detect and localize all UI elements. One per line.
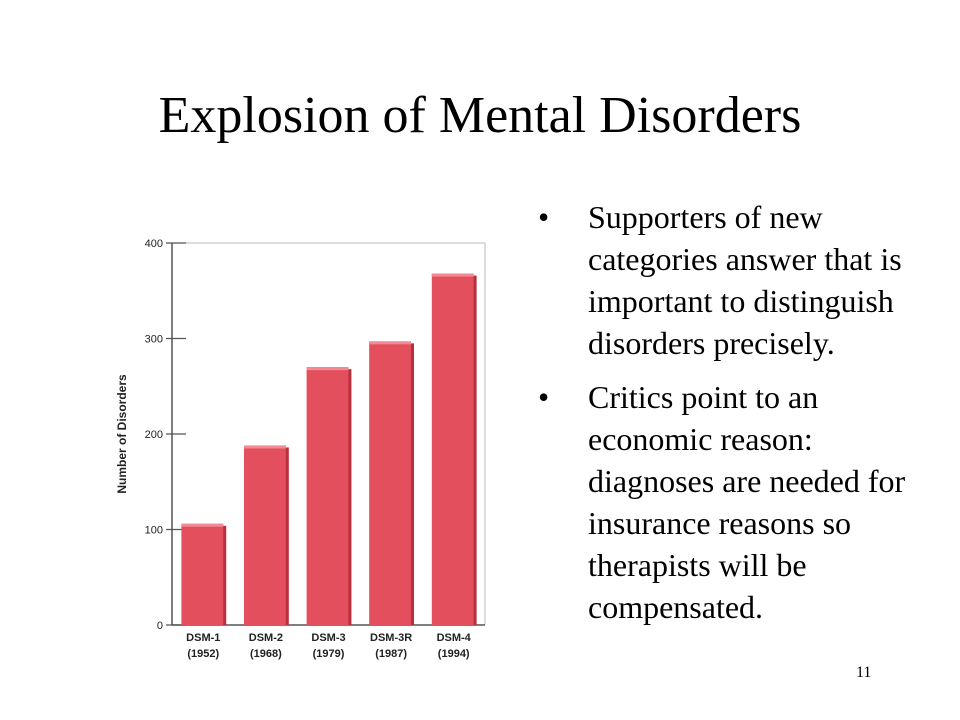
bar-top-highlight: [181, 524, 223, 527]
x-category-label: DSM-3R: [370, 632, 413, 644]
x-category-year-label: (1994): [437, 648, 470, 660]
bar-top-highlight: [244, 445, 286, 448]
bar: [244, 445, 286, 625]
slide-title: Explosion of Mental Disorders: [158, 87, 802, 144]
y-tick-label: 0: [156, 620, 163, 632]
bar: [307, 367, 349, 625]
bar-top-highlight: [432, 274, 474, 277]
bar-chart: [100, 225, 500, 675]
bar: [432, 274, 474, 625]
x-category-year-label: (1979): [312, 648, 345, 660]
x-category-label: DSM-1: [186, 632, 221, 644]
y-tick-label: 200: [144, 429, 163, 441]
x-category-year-label: (1952): [187, 648, 220, 660]
y-tick-label: 400: [144, 238, 163, 250]
bar: [181, 524, 223, 625]
x-category-year-label: (1987): [375, 648, 407, 660]
bullet-item: [528, 196, 928, 364]
x-category-label: DSM-4: [436, 632, 471, 644]
bar: [369, 341, 411, 625]
bullet-item: [528, 376, 928, 628]
bar-top-highlight: [307, 367, 349, 370]
bullet-dot-icon: •: [538, 199, 550, 235]
bullet-text: Supporters of new categories answer that is important to distinguish disorders precisely.: [588, 199, 902, 361]
y-axis-title: Number of Disorders: [115, 374, 129, 494]
y-tick-label: 100: [144, 524, 163, 537]
chart-svg: [100, 225, 500, 675]
bar-top-highlight: [369, 341, 411, 344]
bullet-text: Critics point to an economic reason: diagnoses are needed for insurance reasons so therapists will be compensated.: [588, 379, 906, 625]
y-tick-label: 300: [144, 333, 163, 346]
x-category-label: DSM-3: [311, 632, 346, 644]
bullet-list: [528, 196, 928, 640]
slide-number: 11: [856, 664, 872, 681]
x-category-year-label: (1968): [250, 648, 282, 660]
bullet-dot-icon: •: [538, 379, 550, 415]
x-category-label: DSM-2: [248, 632, 284, 644]
